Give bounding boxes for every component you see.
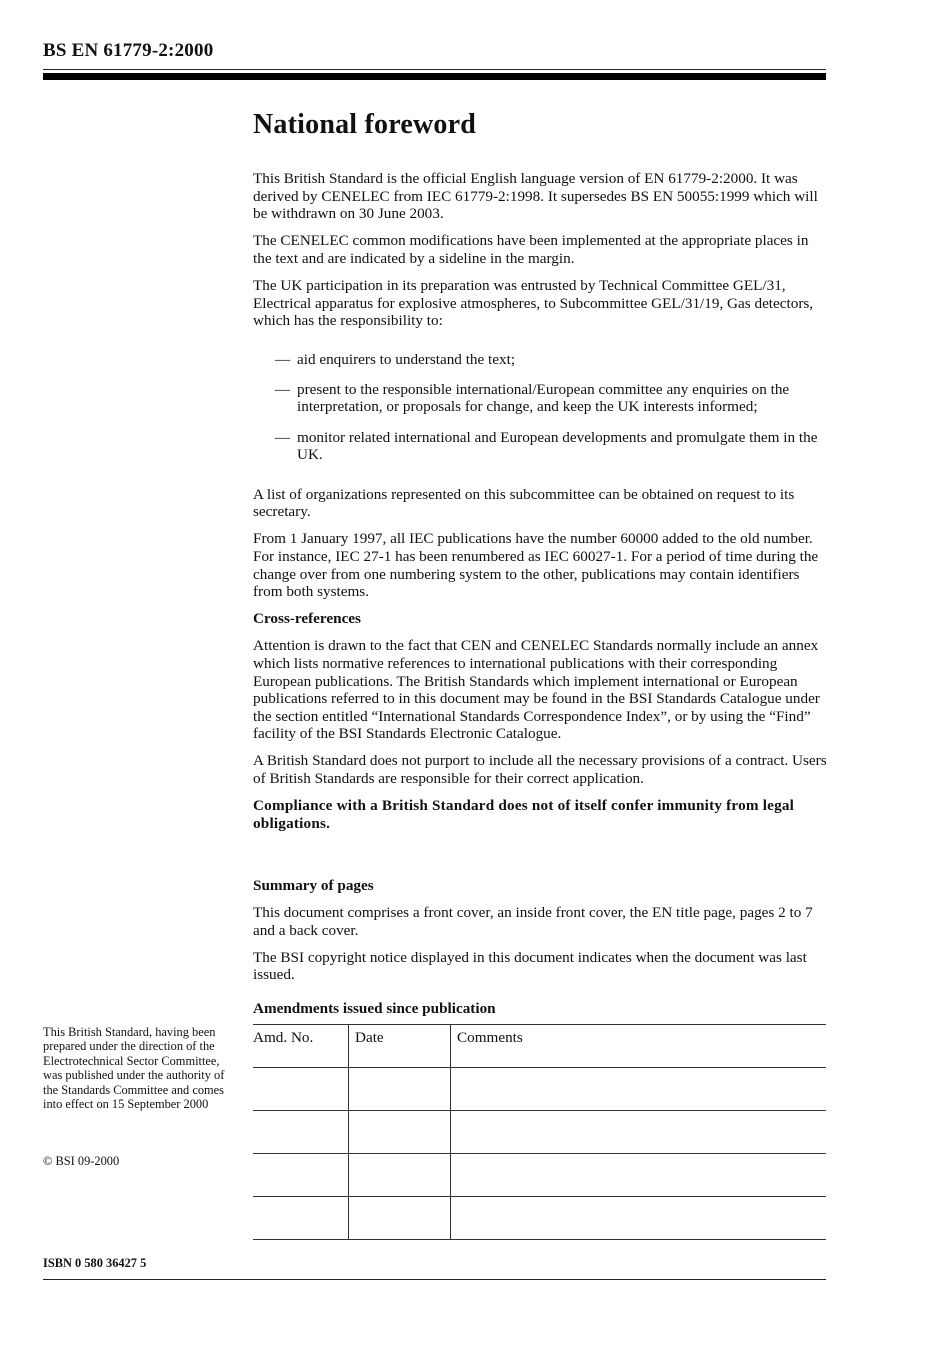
table-row	[253, 1197, 826, 1240]
intro-paragraph-2: The CENELEC common modifications have been implemented at the appropriate places in the text and are indicated by a sideline in the margin.	[253, 232, 809, 267]
table-cell	[349, 1154, 451, 1197]
table-row	[253, 1111, 826, 1154]
isbn-number: ISBN 0 580 36427 5	[43, 1256, 147, 1270]
amendments-heading: Amendments issued since publication	[253, 999, 496, 1017]
table-cell	[349, 1197, 451, 1240]
summary-paragraph-2: The BSI copyright notice displayed in this document indicates when the document was last issued.	[253, 948, 807, 984]
table-cell	[349, 1111, 451, 1154]
dash-marker: —	[275, 380, 291, 398]
header-rule-thick	[43, 73, 826, 80]
column-header-comments: Comments	[451, 1025, 827, 1068]
table-cell	[253, 1154, 349, 1197]
table-cell	[451, 1154, 827, 1197]
organizations-paragraph: A list of organizations represented on this subcommittee can be obtained on request to its secretary.	[253, 485, 795, 521]
numbering-paragraph: From 1 January 1997, all IEC publications have the number 60000 added to the old number. For instance, IEC 27-1 has been renumbered as IEC 60027-1. For a period of time during the change over from one numbering system to the other, publications may contain identifiers from both systems.	[253, 530, 819, 601]
responsibility-list	[253, 351, 827, 464]
dash-marker: —	[275, 350, 291, 368]
list-item	[253, 381, 827, 416]
table-cell	[253, 1197, 349, 1240]
intro-paragraph-3: The UK participation in its preparation was entrusted by Technical Committee GEL/31, Electrical apparatus for explosive atmospheres, to Subcommittee GEL/31/19, Gas detectors, which has the responsibility to:	[253, 276, 814, 330]
list-item	[253, 429, 827, 464]
table-cell	[451, 1197, 827, 1240]
table-header-row	[253, 1025, 826, 1068]
table-cell	[253, 1068, 349, 1111]
dash-marker: —	[275, 428, 291, 446]
summary-paragraph-1: This document comprises a front cover, an inside front cover, the EN title page, pages 2 to 7 and a back cover.	[253, 903, 813, 939]
cross-references-paragraph-1: Attention is drawn to the fact that CEN and CENELEC Standards normally include an annex which lists normative references to international publications with their corresponding European publications. The British Standards which implement international or European publications referred to in this document may be found in the BSI Standards Catalogue under the section entitled “International Standards Correspondence Index”, or by using the “Find” facility of the BSI Standards Electronic Catalogue.	[253, 637, 820, 743]
cross-references-heading: Cross-references	[253, 610, 361, 628]
publication-note: This British Standard, having been prepared under the direction of the Electrotechnical Sector Committee, was published under the authority of the Standards Committee and comes into effect on 15 September 2000	[43, 1025, 225, 1112]
summary-heading: Summary of pages	[253, 876, 374, 894]
intro-paragraph-1: This British Standard is the official English language version of EN 61779-2:2000. It was derived by CENELEC from IEC 61779-2:1998. It supersedes BS EN 50055:1999 which will be withdrawn on 30 June 2003.	[253, 170, 818, 223]
table-cell	[253, 1111, 349, 1154]
table-cell	[451, 1068, 827, 1111]
amendments-table	[253, 1024, 826, 1240]
list-item-text: present to the responsible international/European committee any enquiries on the interpretation, or proposals for change, and keep the UK interests informed;	[297, 380, 790, 416]
list-item-text: monitor related international and European developments and promulgate them in the UK.	[297, 428, 818, 464]
table-cell	[349, 1068, 451, 1111]
page-title: National foreword	[253, 109, 476, 140]
column-header-amd-no: Amd. No.	[253, 1025, 349, 1068]
compliance-note: Compliance with a British Standard does not of itself confer immunity from legal obligations.	[253, 797, 795, 832]
main-content	[253, 108, 827, 1240]
table-row	[253, 1068, 826, 1111]
table-row	[253, 1154, 826, 1197]
list-item	[253, 351, 827, 369]
document-reference: BS EN 61779-2:2000	[43, 40, 214, 61]
cross-references-paragraph-2: A British Standard does not purport to include all the necessary provisions of a contract. Users of British Standards are responsible for their correct application.	[253, 752, 827, 788]
table-cell	[451, 1111, 827, 1154]
column-header-date: Date	[349, 1025, 451, 1068]
list-item-text: aid enquirers to understand the text;	[297, 350, 516, 368]
footer-rule	[43, 1279, 826, 1280]
copyright-notice: © BSI 09-2000	[43, 1154, 120, 1168]
header-rule-thin	[43, 69, 826, 70]
